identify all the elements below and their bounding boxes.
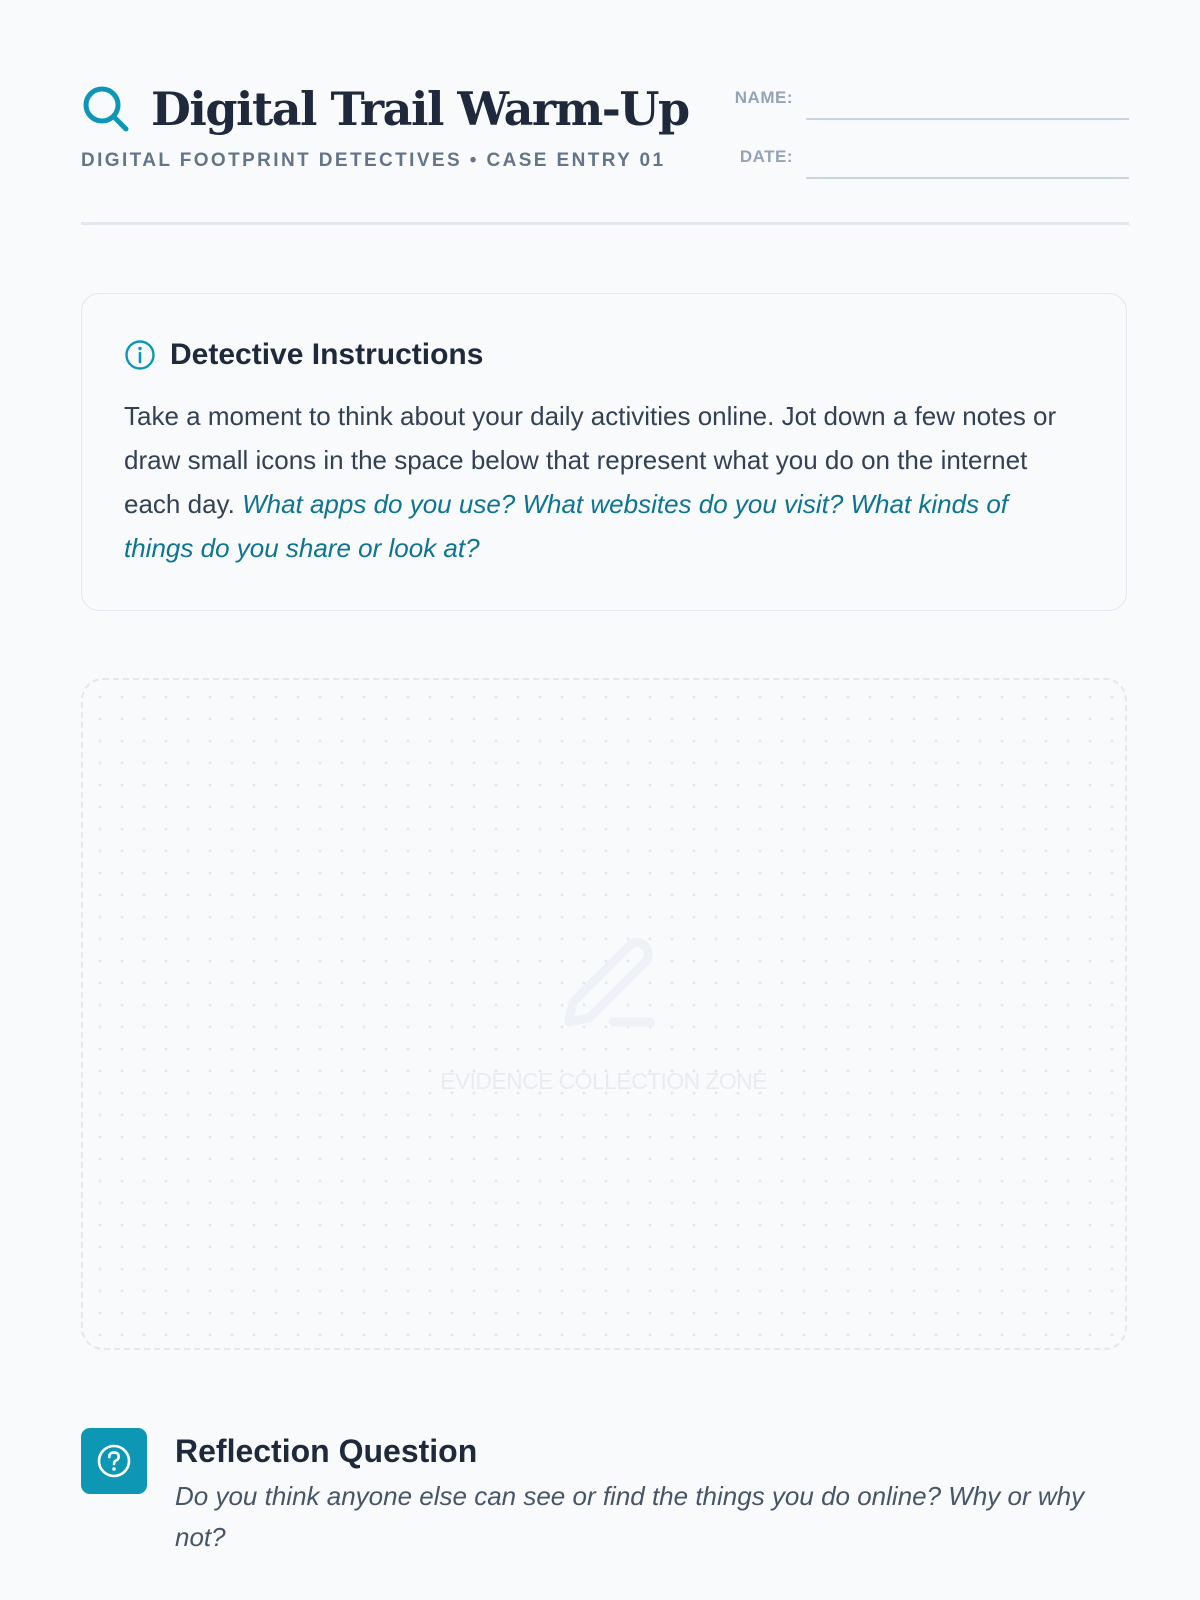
page-subtitle: DIGITAL FOOTPRINT DETECTIVES • CASE ENTRY 01 xyxy=(81,150,666,171)
date-field[interactable] xyxy=(719,139,1129,179)
reflection-section xyxy=(81,1427,1129,1567)
instructions-prompts: What apps do you use? What websites do you visit? What kinds of things do you share or look at? xyxy=(124,489,1009,563)
instructions-body xyxy=(124,394,1084,570)
reflection-title: Reflection Question xyxy=(175,1433,478,1469)
pencil-icon xyxy=(555,932,655,1032)
header-divider xyxy=(81,222,1129,225)
worksheet-page xyxy=(81,0,1129,1600)
page-title: Digital Trail Warm-Up xyxy=(151,82,689,136)
worksheet-header xyxy=(81,80,1129,224)
instructions-text: Take a moment to think about your daily activities online. Jot down a few notes or draw small icons in the space below that represent what you do on the internet each day. xyxy=(124,401,1057,519)
magnifier-icon xyxy=(81,84,131,134)
name-label: NAME: xyxy=(734,88,793,107)
question-badge xyxy=(81,1428,147,1494)
date-line[interactable] xyxy=(806,177,1129,179)
title-row xyxy=(81,84,689,134)
date-label: DATE: xyxy=(739,147,793,166)
instructions-title: Detective Instructions xyxy=(170,338,484,371)
evidence-collection-zone[interactable] xyxy=(81,678,1127,1350)
name-field[interactable] xyxy=(719,80,1129,120)
instructions-card xyxy=(81,293,1127,611)
name-line[interactable] xyxy=(806,118,1129,120)
info-icon xyxy=(124,339,156,371)
instructions-heading xyxy=(124,338,483,372)
reflection-question: Do you think anyone else can see or find the things you do online? Why or why not? xyxy=(175,1481,1085,1552)
evidence-zone-label: EVIDENCE COLLECTION ZONE xyxy=(440,1068,767,1094)
question-icon xyxy=(96,1443,132,1479)
